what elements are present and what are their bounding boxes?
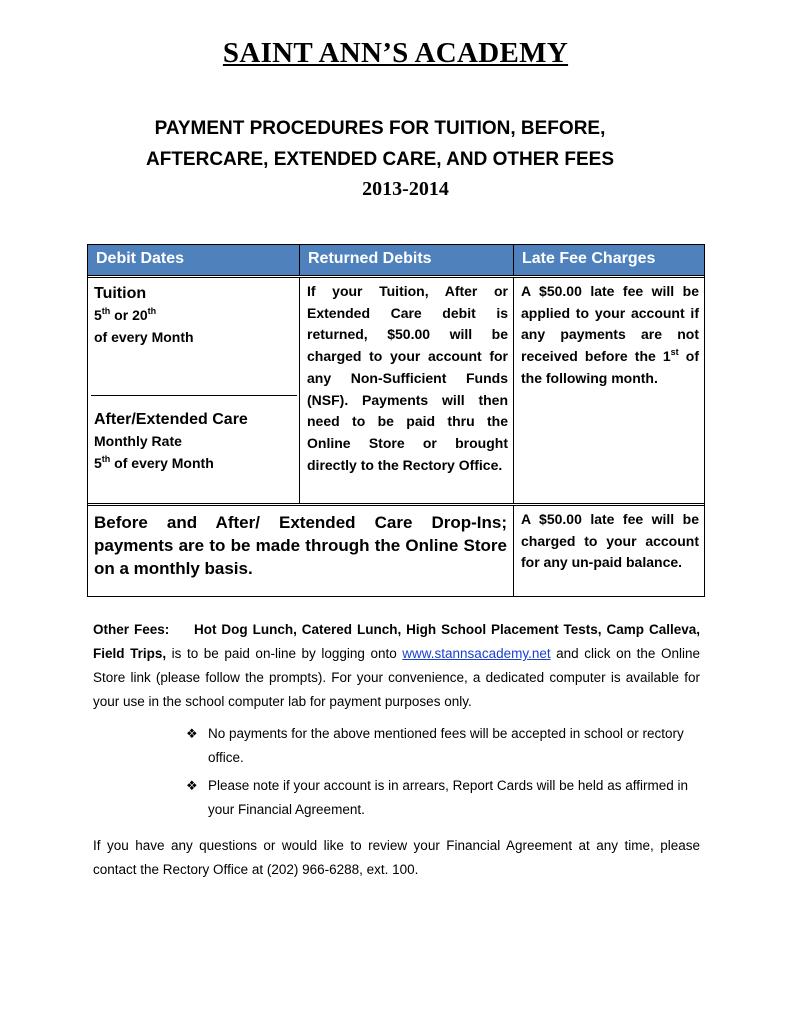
cell-divider <box>91 395 297 396</box>
closing-paragraph: If you have any questions or would like to review your Financial Agreement at any time, please contact the Rectory Office at (202) 966-6288, ext. 100. <box>93 838 700 877</box>
header-debit-dates: Debit Dates <box>88 245 300 275</box>
table-header-row <box>88 245 704 278</box>
debit-dates-cell <box>88 278 300 503</box>
late-fee-text: A $50.00 late fee will be applied to your account if any payments are not received before the 1st of the following month. <box>521 283 699 386</box>
header-returned-debits: Returned Debits <box>300 245 514 275</box>
after-care-block <box>94 410 248 474</box>
document-subtitle <box>120 113 640 175</box>
other-fees-paragraph: Other Fees: Hot Dog Lunch, Catered Lunch, High School Placement Tests, Camp Calleva, Field Trips, is to be paid on-line by logging onto www.stannsacademy.net and click on the Online Store link (please follow the prompts). For your convenience, a dedicated computer is available for your use in the school computer lab for payment purposes only. <box>93 622 700 709</box>
after-care-rate: Monthly Rate <box>94 433 182 449</box>
diamond-bullet-icon: ❖ <box>186 726 198 741</box>
dropins-late-fee-text: A $50.00 late fee will be charged to your account for any un-paid balance. <box>521 511 699 571</box>
list-item: ❖ Please note if your account is in arrears, Report Cards will be held as affirmed in your Financial Agreement. <box>186 774 701 822</box>
other-fees-items: Hot Dog Lunch, Catered Lunch, High School Placement Tests, Camp Calleva, Field Trips, <box>93 622 700 661</box>
tuition-label: Tuition <box>94 285 147 302</box>
other-fees-label: Other Fees: <box>93 622 170 637</box>
list-item: ❖ No payments for the above mentioned fees will be accepted in school or rectory office. <box>186 722 701 770</box>
academy-website-link[interactable]: www.stannsacademy.net <box>402 646 551 661</box>
after-care-date: 5th of every Month <box>94 454 214 471</box>
returned-debits-text: If your Tuition, After or Extended Care debit is returned, $50.00 will be charged to your account for any Non-Sufficient Funds (NSF). Payments will then need to be paid thru the Online Store or brought directly to the Rectory Office. <box>300 278 514 503</box>
subtitle-line-1: PAYMENT PROCEDURES FOR TUITION, BEFORE, <box>154 118 606 139</box>
header-late-fee-charges: Late Fee Charges <box>514 245 704 275</box>
tuition-frequency: of every Month <box>94 329 194 345</box>
payment-table <box>87 244 705 597</box>
table-row <box>88 506 704 596</box>
dropins-text: Before and After/ Extended Care Drop-Ins; payments are to be made through the Online Store on a monthly basis. <box>88 506 514 596</box>
after-care-label: After/Extended Care <box>94 411 248 428</box>
diamond-bullet-icon: ❖ <box>186 778 198 793</box>
table-row <box>88 278 704 506</box>
document-title: SAINT ANN’S ACADEMY <box>222 37 569 69</box>
school-year: 2013-2014 <box>362 178 449 200</box>
tuition-dates: 5th or 20th <box>94 306 157 323</box>
subtitle-line-2: AFTERCARE, EXTENDED CARE, AND OTHER FEES <box>146 149 614 170</box>
